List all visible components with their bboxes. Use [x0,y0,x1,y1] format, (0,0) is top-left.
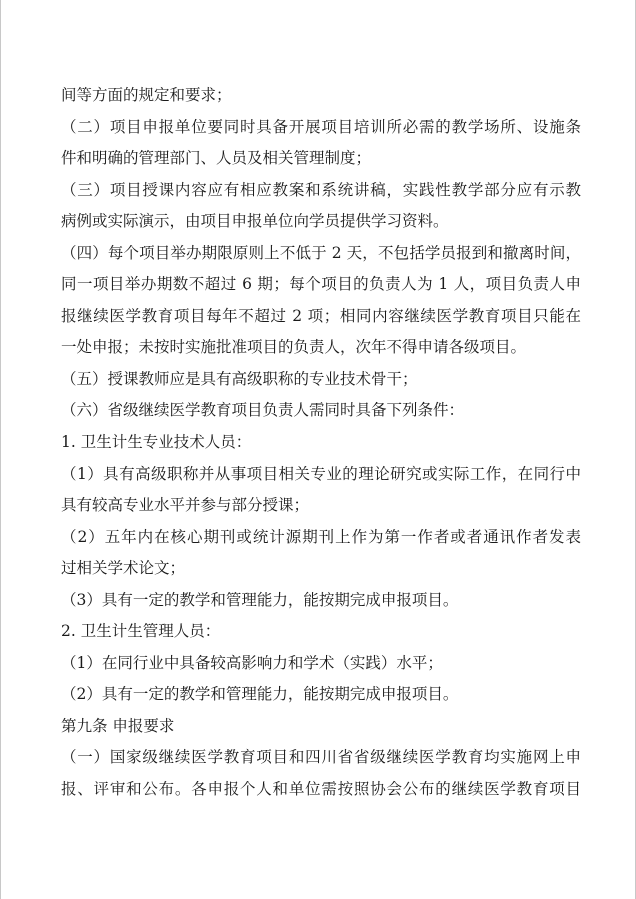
text-line: 过相关学术论文； [61,559,186,578]
text-line: 间等方面的规定和要求； [61,86,232,104]
text-line: （2）五年内在核心期刊或统计源期刊上作为第一作者或者通讯作者发表 [61,527,581,546]
text-line: （2）具有一定的教学和管理能力，能按期完成申报项目。 [61,685,459,704]
text-line: （一）国家级继续医学教育项目和四川省省级继续医学教育均实施网上申 [61,748,581,767]
text-line: 报、评审和公布。各申报个人和单位需按照协会公布的继续医学教育项目 [61,780,581,799]
text-line: 2. 卫生计生管理人员： [61,622,221,641]
text-line: （五）授课教师应是具有高级职称的专业技术骨干； [61,369,418,388]
text-line: 具有较高专业水平并参与部分授课； [61,496,310,515]
text-line: （六）省级继续医学教育项目负责人需同时具备下列条件： [61,401,465,420]
text-line: 病例或实际演示，由项目申报单位向学员提供学习资料。 [61,212,449,231]
text-line: 1. 卫生计生专业技术人员： [61,433,252,452]
text-line: （四）每个项目举办期限原则上不低于 2 天，不包括学员报到和撤离时间， [61,243,581,262]
document-body [61,80,581,806]
text-line: （三）项目授课内容应有相应教案和系统讲稿，实践性教学部分应有示教 [61,180,581,199]
text-line: 报继续医学教育项目每年不超过 2 项；相同内容继续医学教育项目只能在 [61,306,581,325]
text-line: 件和明确的管理部门、人员及相关管理制度； [61,149,372,168]
text-line: （3）具有一定的教学和管理能力，能按期完成申报项目。 [61,590,459,609]
text-line: 同一项目举办期数不超过 6 期；每个项目的负责人为 1 人，项目负责人申 [61,275,581,294]
text-line: （1）具有高级职称并从事项目相关专业的理论研究或实际工作，在同行中 [61,464,581,483]
text-line: （二）项目申报单位要同时具备开展项目培训所必需的教学场所、设施条 [61,117,581,136]
section-heading: 第九条 申报要求 [61,716,175,735]
text-line: 一处申报；未按时实施批准项目的负责人，次年不得申请各级项目。 [61,338,527,357]
text-line: （1）在同行业中具备较高影响力和学术（实践）水平； [61,653,443,672]
